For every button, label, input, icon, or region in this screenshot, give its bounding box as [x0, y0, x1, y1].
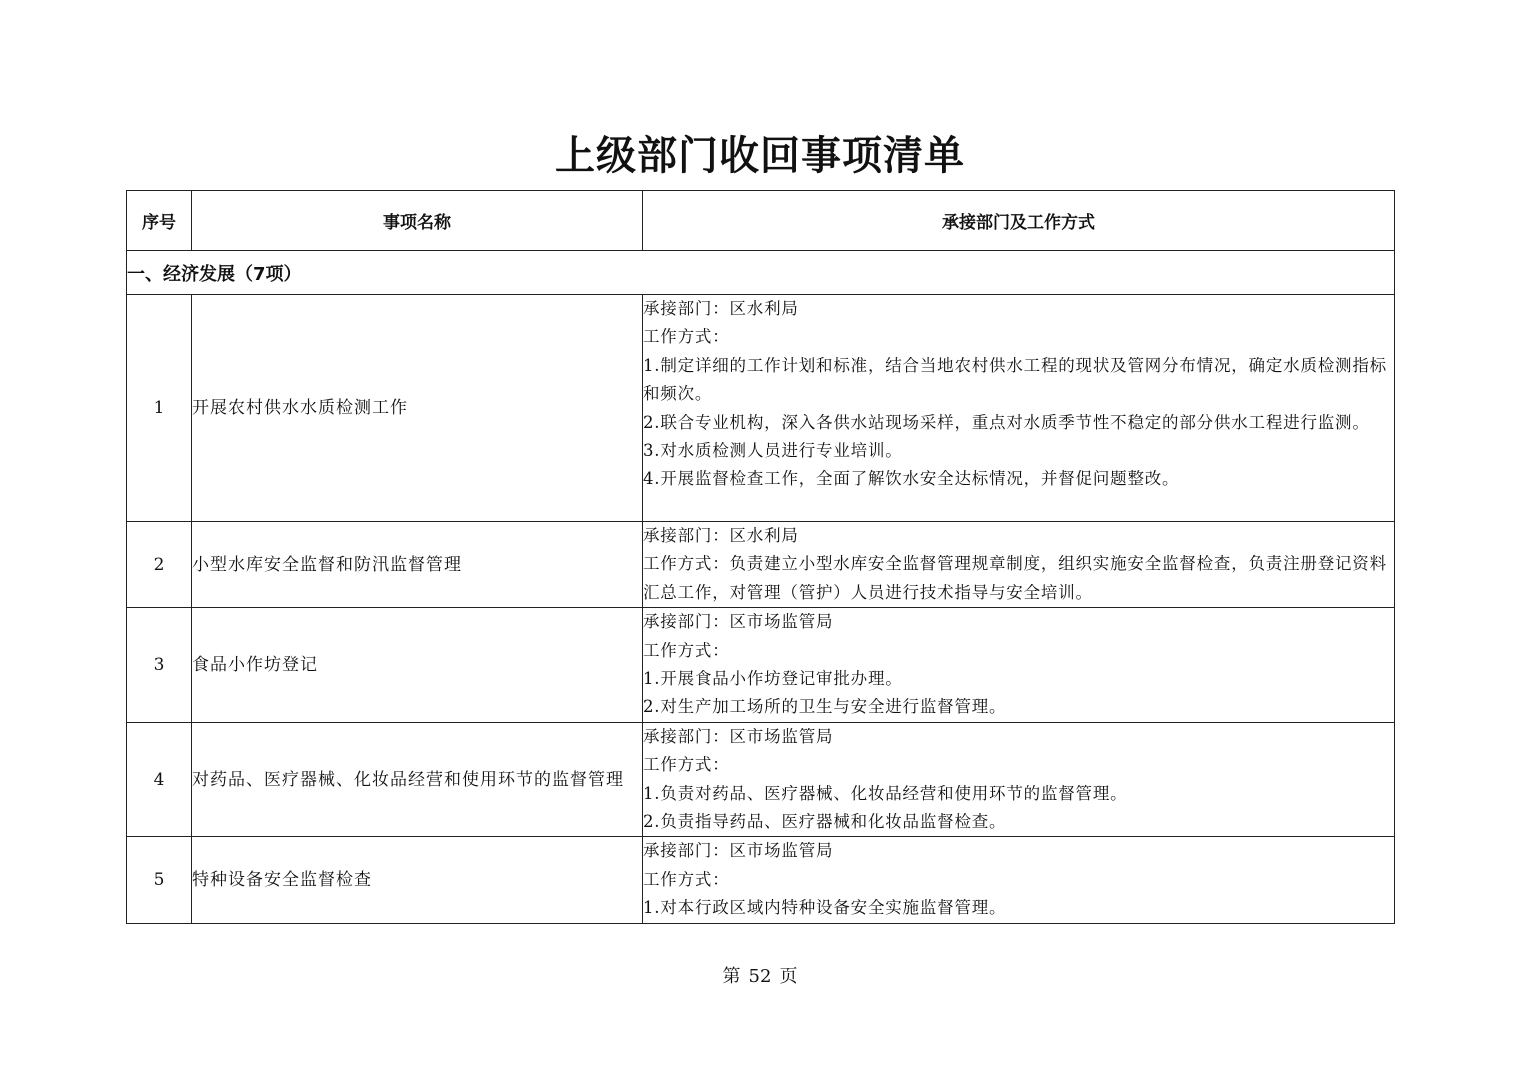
method-line: 1.开展食品小作坊登记审批办理。 [643, 669, 903, 689]
table-row [127, 295, 1395, 522]
page-prefix: 第 [722, 966, 741, 987]
method-line: 工作方式：负责建立小型水库安全监督管理规章制度，组织实施安全监督检查，负责注册登记资料汇总工作，对管理（管护）人员进行技术指导与安全培训。 [643, 554, 1387, 602]
item-name: 开展农村供水水质检测工作 [192, 295, 643, 522]
method-line: 2.负责指导药品、医疗器械和化妆品监督检查。 [643, 812, 1007, 832]
row-number: 1 [127, 295, 192, 522]
method-line: 工作方式： [643, 869, 730, 889]
method-line: 工作方式： [643, 327, 730, 347]
item-name: 食品小作坊登记 [192, 608, 643, 723]
row-number: 3 [127, 608, 192, 723]
section-row [127, 251, 1395, 295]
item-method [643, 722, 1395, 837]
method-line: 工作方式： [643, 640, 730, 660]
item-method [643, 295, 1395, 522]
method-line: 承接部门：区市场监管局 [643, 841, 834, 861]
row-number: 4 [127, 722, 192, 837]
method-line: 2.联合专业机构，深入各供水站现场采样，重点对水质季节性不稳定的部分供水工程进行监测。 [643, 412, 1370, 432]
method-line: 承接部门：区市场监管局 [643, 726, 834, 746]
row-number: 2 [127, 522, 192, 608]
page-number [0, 963, 1520, 991]
page-number-value: 52 [748, 966, 772, 987]
item-method [643, 608, 1395, 723]
page-title: 上级部门收回事项清单 [555, 132, 965, 179]
method-line: 承接部门：区水利局 [643, 526, 799, 545]
method-line: 1.制定详细的工作计划和标准，结合当地农村供水工程的现状及管网分布情况，确定水质检测指标和频次。 [643, 355, 1387, 404]
table-row [127, 837, 1395, 923]
header-name: 事项名称 [192, 191, 643, 251]
method-line: 承接部门：区市场监管局 [643, 612, 834, 632]
header-no: 序号 [127, 191, 192, 251]
page-suffix: 页 [779, 966, 798, 987]
table-row [127, 722, 1395, 837]
header-method: 承接部门及工作方式 [643, 191, 1395, 251]
item-name: 小型水库安全监督和防汛监督管理 [192, 522, 643, 608]
method-line: 承接部门：区水利局 [643, 299, 799, 318]
item-name: 特种设备安全监督检查 [192, 837, 643, 923]
items-table [126, 190, 1395, 924]
method-line: 4.开展监督检查工作，全面了解饮水安全达标情况，并督促问题整改。 [643, 469, 1180, 489]
item-method [643, 837, 1395, 923]
section-title: 一、经济发展（7项） [127, 251, 1395, 295]
item-method [643, 522, 1395, 608]
method-line: 3.对水质检测人员进行专业培训。 [643, 441, 903, 461]
table-row [127, 522, 1395, 608]
row-number: 5 [127, 837, 192, 923]
method-line: 1.对本行政区域内特种设备安全实施监督管理。 [643, 898, 1007, 918]
method-line: 工作方式： [643, 755, 730, 775]
table-row [127, 608, 1395, 723]
table-header-row [127, 191, 1395, 251]
method-line: 1.负责对药品、医疗器械、化妆品经营和使用环节的监督管理。 [643, 783, 1128, 803]
method-line: 2.对生产加工场所的卫生与安全进行监督管理。 [643, 697, 1007, 717]
item-name: 对药品、医疗器械、化妆品经营和使用环节的监督管理 [192, 722, 643, 837]
